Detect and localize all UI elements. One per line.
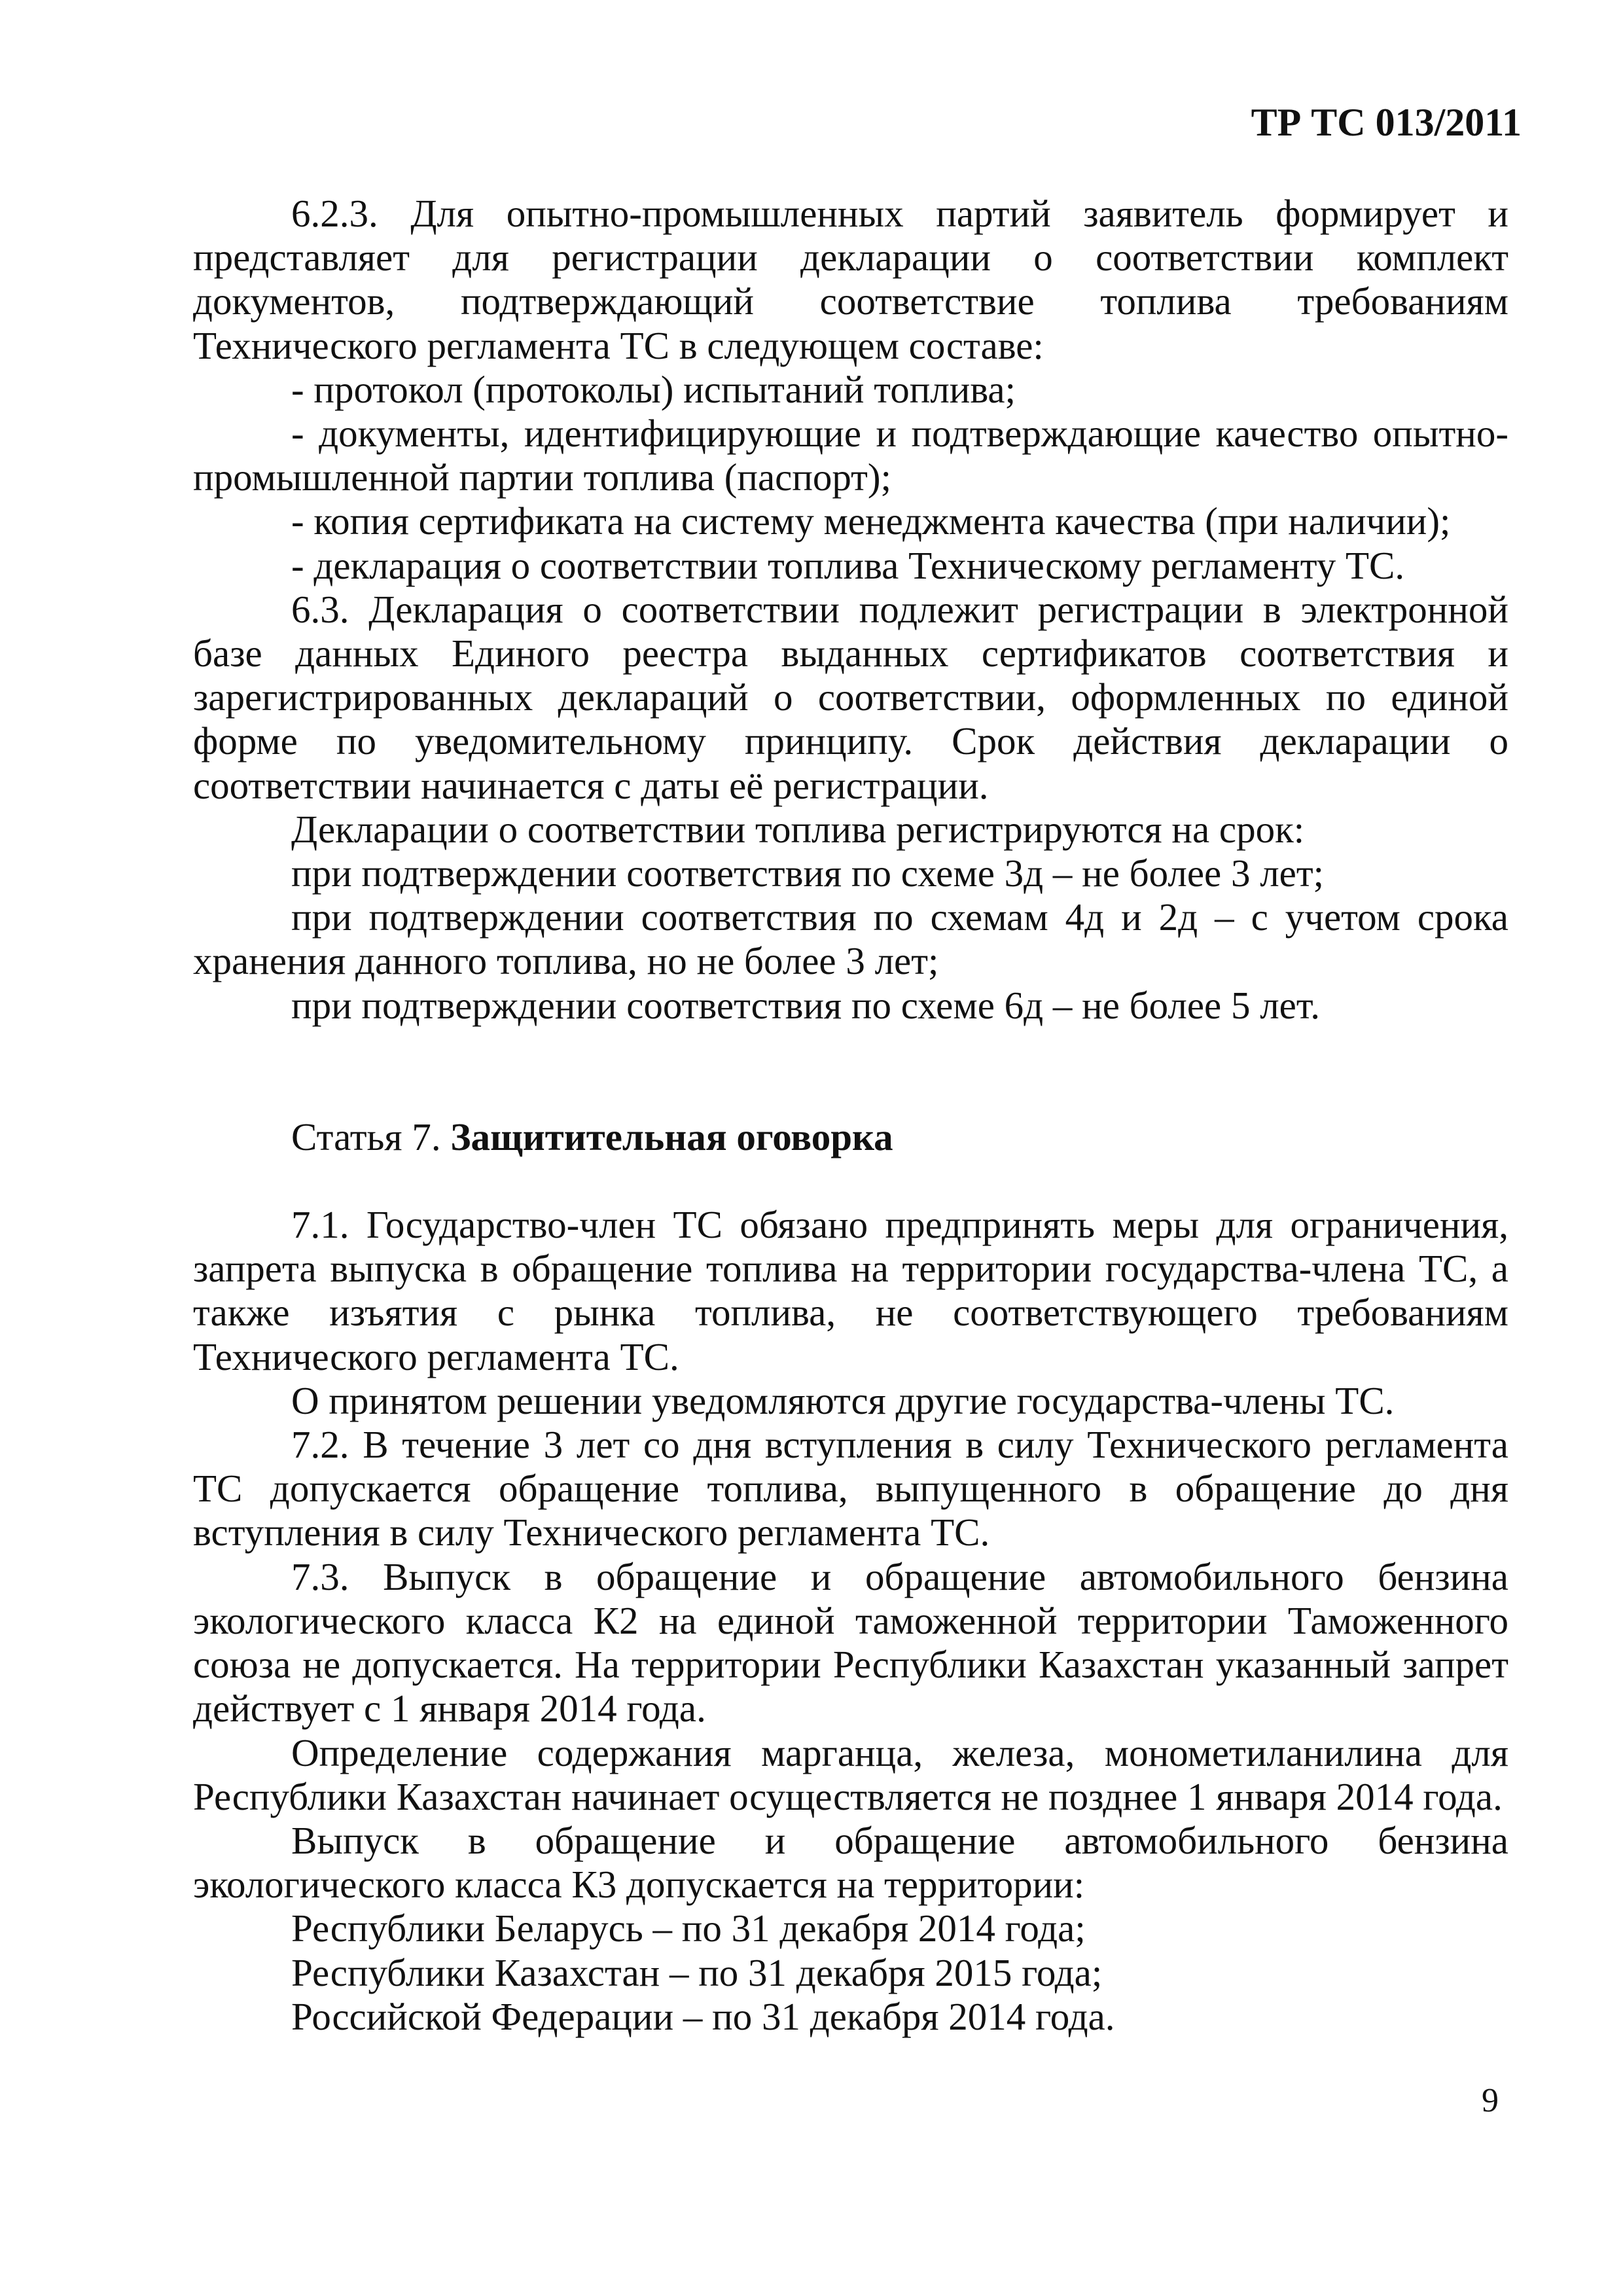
list-item-declaration: - декларация о соответствии топлива Техническому регламенту ТС. [291, 543, 1405, 587]
list-item-documents: - документы, идентифицирующие и подтверждающие качество опытно-промышленной партии топлива (паспорт); [193, 412, 1508, 499]
page-number: 9 [1482, 2082, 1499, 2119]
paragraph-7-2: 7.2. В течение 3 лет со дня вступления в силу Технического регламента ТС допускается обращение топлива, выпущенного в обращение до дня вступления в силу Технического регламента ТС. [193, 1423, 1508, 1554]
list-item-certificate-copy: - копия сертификата на систему менеджмента качества (при наличии); [291, 499, 1451, 543]
article-7-heading [193, 1115, 1508, 1159]
territory-russia: Российской Федерации – по 31 декабря 2014 года. [291, 1994, 1115, 2038]
paragraph-6-2-3: 6.2.3. Для опытно-промышленных партий заявитель формирует и представляет для регистрации декларации о соответствии комплект документов, подтверждающий соответствие топлива требованиям Технического регламента ТС в следующем составе: [193, 192, 1508, 367]
paragraph-terms-intro: Декларации о соответствии топлива регистрируются на срок: [291, 807, 1305, 851]
list-item-protocol: - протокол (протоколы) испытаний топлива; [291, 367, 1016, 411]
document-code-header: ТР ТС 013/2011 [1251, 101, 1522, 144]
paragraph-7-3: 7.3. Выпуск в обращение и обращение автомобильного бензина экологического класса К2 на единой таможенной территории Таможенного союза не допускается. На территории Республики Казахстан указанный запрет действует с 1 января 2014 года. [193, 1554, 1508, 1731]
paragraph-6-3: 6.3. Декларация о соответствии подлежит регистрации в электронной базе данных Единого реестра выданных сертификатов соответствия и зарегистрированных деклараций о соответствии, оформленных по единой форме по уведомительному принципу. Срок действия декларации о соответствии начинается с даты её регистрации. [193, 587, 1508, 807]
paragraph-7-3-manganese: Определение содержания марганца, железа, монометиланилина для Республики Казахстан начинает осуществляется не позднее 1 января 2014 года. [193, 1731, 1508, 1818]
article-7-title: Защитительная оговорка [450, 1115, 893, 1158]
territory-kazakhstan: Республики Казахстан – по 31 декабря 2015 года; [291, 1950, 1103, 1994]
document-body [193, 192, 1508, 2039]
term-scheme-4d-2d: при подтверждении соответствия по схемам 4д и 2д – с учетом срока хранения данного топлива, но не более 3 лет; [193, 895, 1508, 983]
paragraph-7-1: 7.1. Государство-член ТС обязано предпринять меры для ограничения, запрета выпуска в обращение топлива на территории государства-члена ТС, а также изъятия с рынка топлива, не соответствующего требованиям Технического регламента ТС. [193, 1203, 1508, 1378]
term-scheme-6d: при подтверждении соответствия по схеме 6д – не более 5 лет. [291, 983, 1320, 1027]
territory-belarus: Республики Беларусь – по 31 декабря 2014 года; [291, 1907, 1086, 1950]
paragraph-7-1-notice: О принятом решении уведомляются другие государства-члены ТС. [291, 1378, 1395, 1422]
term-scheme-3d: при подтверждении соответствия по схеме 3д – не более 3 лет; [291, 852, 1325, 895]
article-7-label: Статья 7. [291, 1115, 451, 1158]
paragraph-7-3-k3: Выпуск в обращение и обращение автомобильного бензина экологического класса К3 допускается на территории: [193, 1818, 1508, 1907]
